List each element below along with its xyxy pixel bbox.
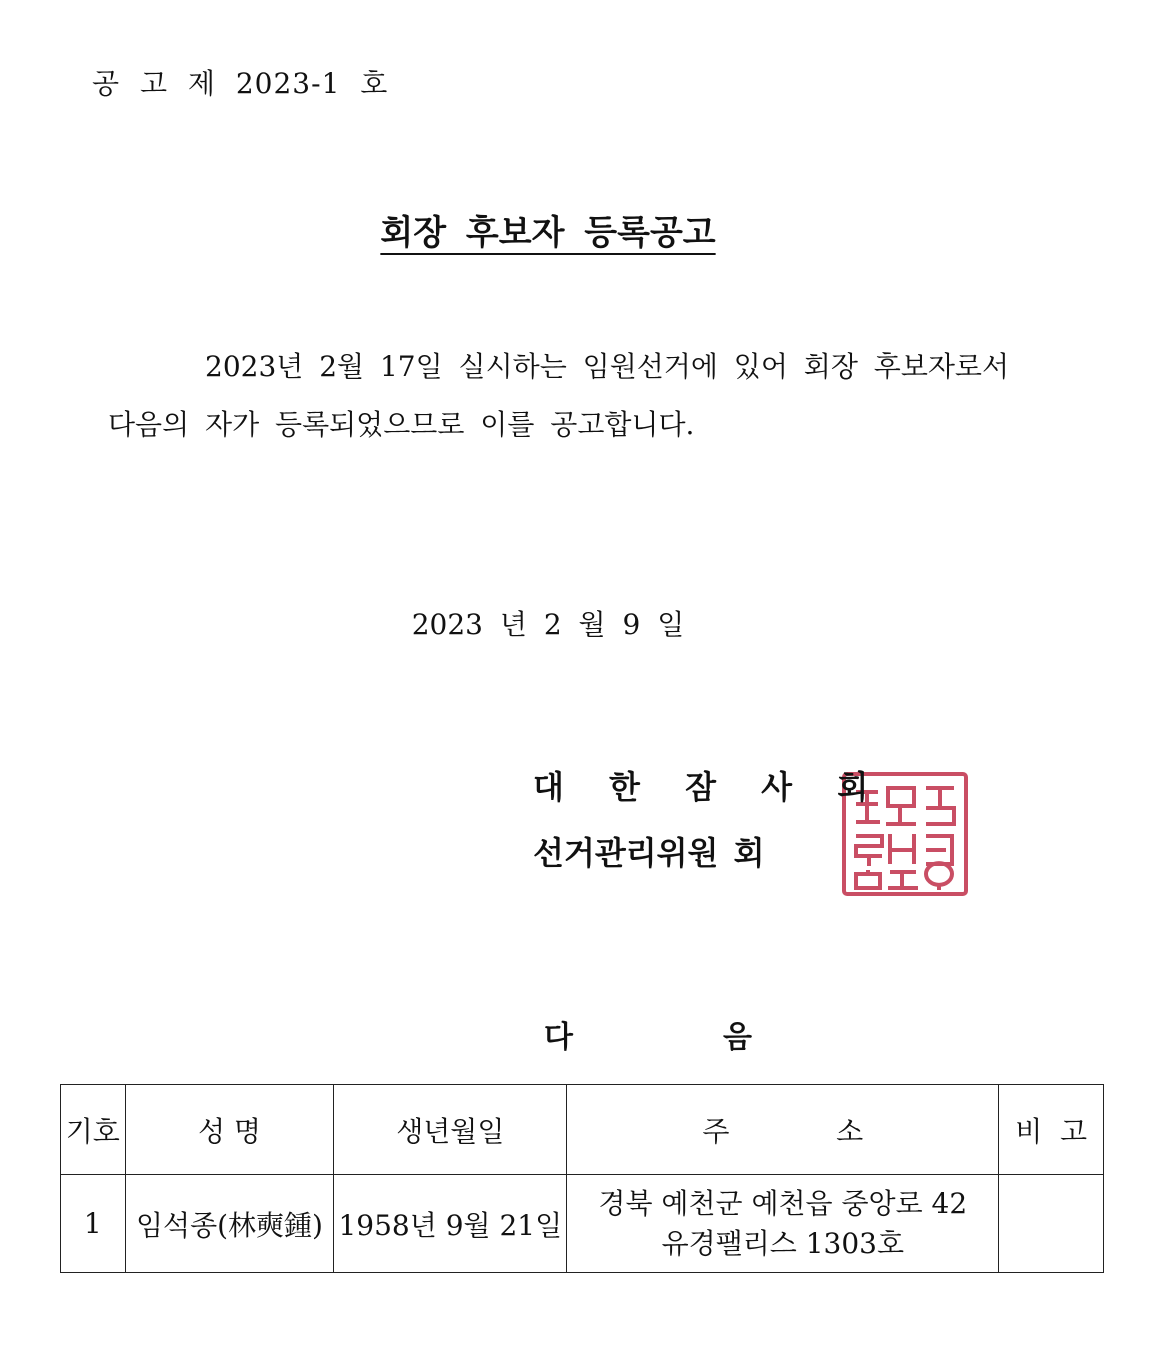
table-row [61, 1175, 1104, 1273]
cell-number: 1 [61, 1175, 126, 1273]
address-line-1: 경북 예천군 예천읍 중앙로 42 [598, 1186, 968, 1220]
cell-note [999, 1175, 1104, 1273]
table-header-row [61, 1085, 1104, 1175]
details-heading-right: 음 [723, 1020, 752, 1055]
body-text-line-2: 다음의 자가 등록되었으므로 이를 공고합니다. [108, 408, 695, 441]
header-number: 기호 [61, 1085, 126, 1175]
document-title-text: 회장 후보자 등록공고 [380, 213, 716, 253]
details-heading [0, 1012, 1170, 1056]
issuer-name-line-2: 선거관리위원 회 [533, 834, 765, 872]
address-line-2: 유경팰리스 1303호 [661, 1226, 905, 1260]
notice-number: 공 고 제 2023-1 호 [92, 67, 389, 100]
cell-name: 임석종(林奭鍾) [125, 1175, 334, 1273]
candidate-table [60, 1084, 1104, 1273]
details-heading-left: 다 [544, 1020, 573, 1055]
header-address: 주 소 [567, 1085, 999, 1175]
body-text-line-1: 2023년 2월 17일 실시하는 임원선거에 있어 회장 후보자로서 [205, 350, 1010, 383]
issuer-name-line-1: 대 한 잠 사 회 [533, 768, 869, 806]
document-title [0, 205, 1096, 254]
header-birth: 생년월일 [334, 1085, 567, 1175]
header-name: 성 명 [125, 1085, 334, 1175]
cell-birth: 1958년 9월 21일 [334, 1175, 567, 1273]
document-date: 2023 년 2 월 9 일 [411, 608, 685, 641]
header-note: 비 고 [999, 1085, 1104, 1175]
cell-address [567, 1175, 999, 1273]
